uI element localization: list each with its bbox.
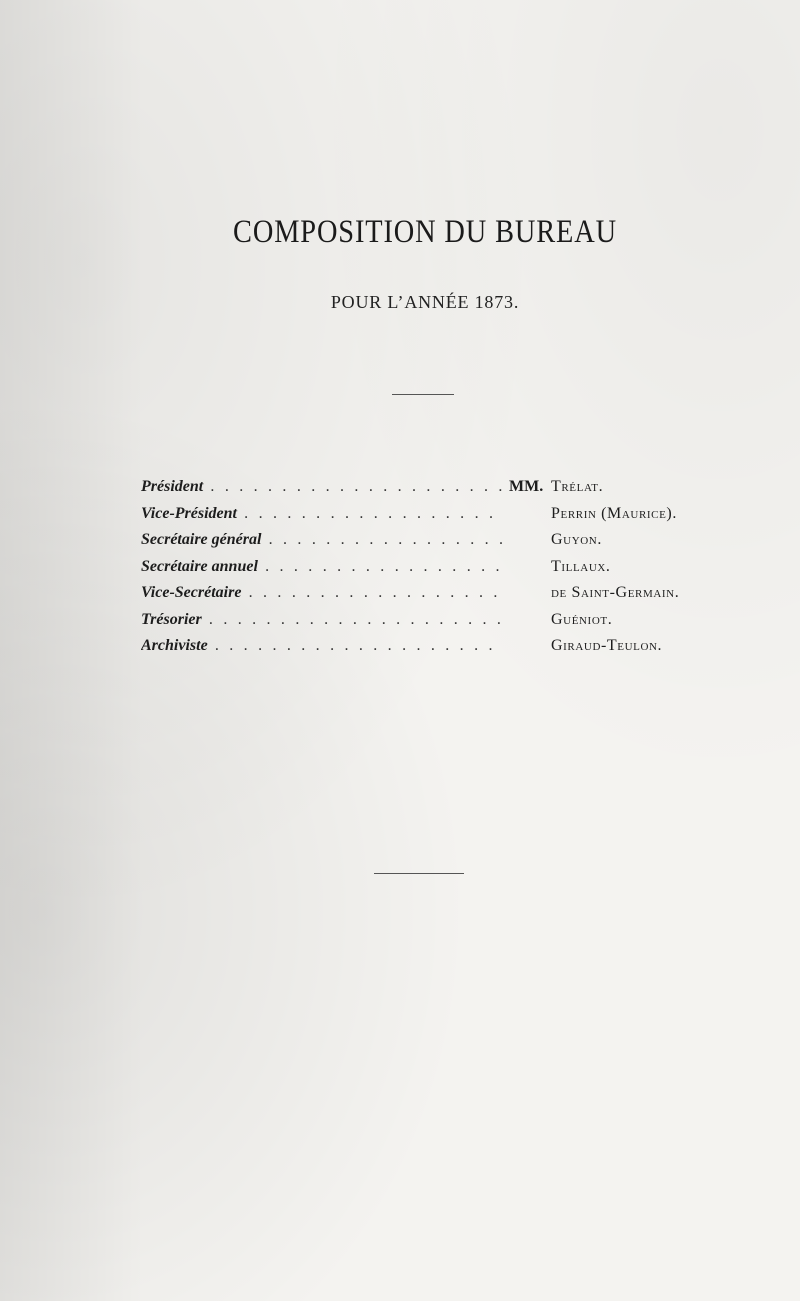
role-label: Vice-Secrétaire . . . xyxy=(141,580,503,607)
roster-row-vice-secretaire xyxy=(141,580,781,607)
member-name: Tillaux. xyxy=(551,557,611,575)
roster-row-president xyxy=(141,474,781,501)
page-title: COMPOSITION DU BUREAU xyxy=(233,214,617,250)
roster-row-secretaire-annuel xyxy=(141,554,781,581)
role-label: Archiviste . . . xyxy=(141,633,503,660)
member-name: Guyon. xyxy=(551,531,602,548)
member-name: Trélat. xyxy=(551,478,604,495)
role-label: Vice-Président . . . xyxy=(141,501,503,528)
roster-row-archiviste xyxy=(141,633,781,660)
roster-row-tresorier xyxy=(141,607,781,634)
divider-bottom xyxy=(374,873,464,874)
role-label: Secrétaire annuel . . . xyxy=(141,554,503,581)
honorific-prefix: MM. xyxy=(509,478,544,495)
bureau-roster xyxy=(141,474,781,660)
member-name: Giraud-Teulon. xyxy=(551,637,663,654)
member-name: Perrin (Maurice). xyxy=(551,504,677,522)
roster-row-vice-president xyxy=(141,501,781,528)
member-name: Guéniot. xyxy=(551,610,613,628)
member-name: de Saint-Germain. xyxy=(551,584,680,601)
page-subtitle: POUR L’ANNÉE 1873. xyxy=(330,292,520,312)
roster-row-secretaire-general xyxy=(141,527,781,554)
role-label: Trésorier . . . xyxy=(141,607,503,634)
role-label: Secrétaire général . . . xyxy=(141,527,503,554)
divider-top xyxy=(392,394,454,395)
role-label: Président . . . xyxy=(141,474,503,501)
